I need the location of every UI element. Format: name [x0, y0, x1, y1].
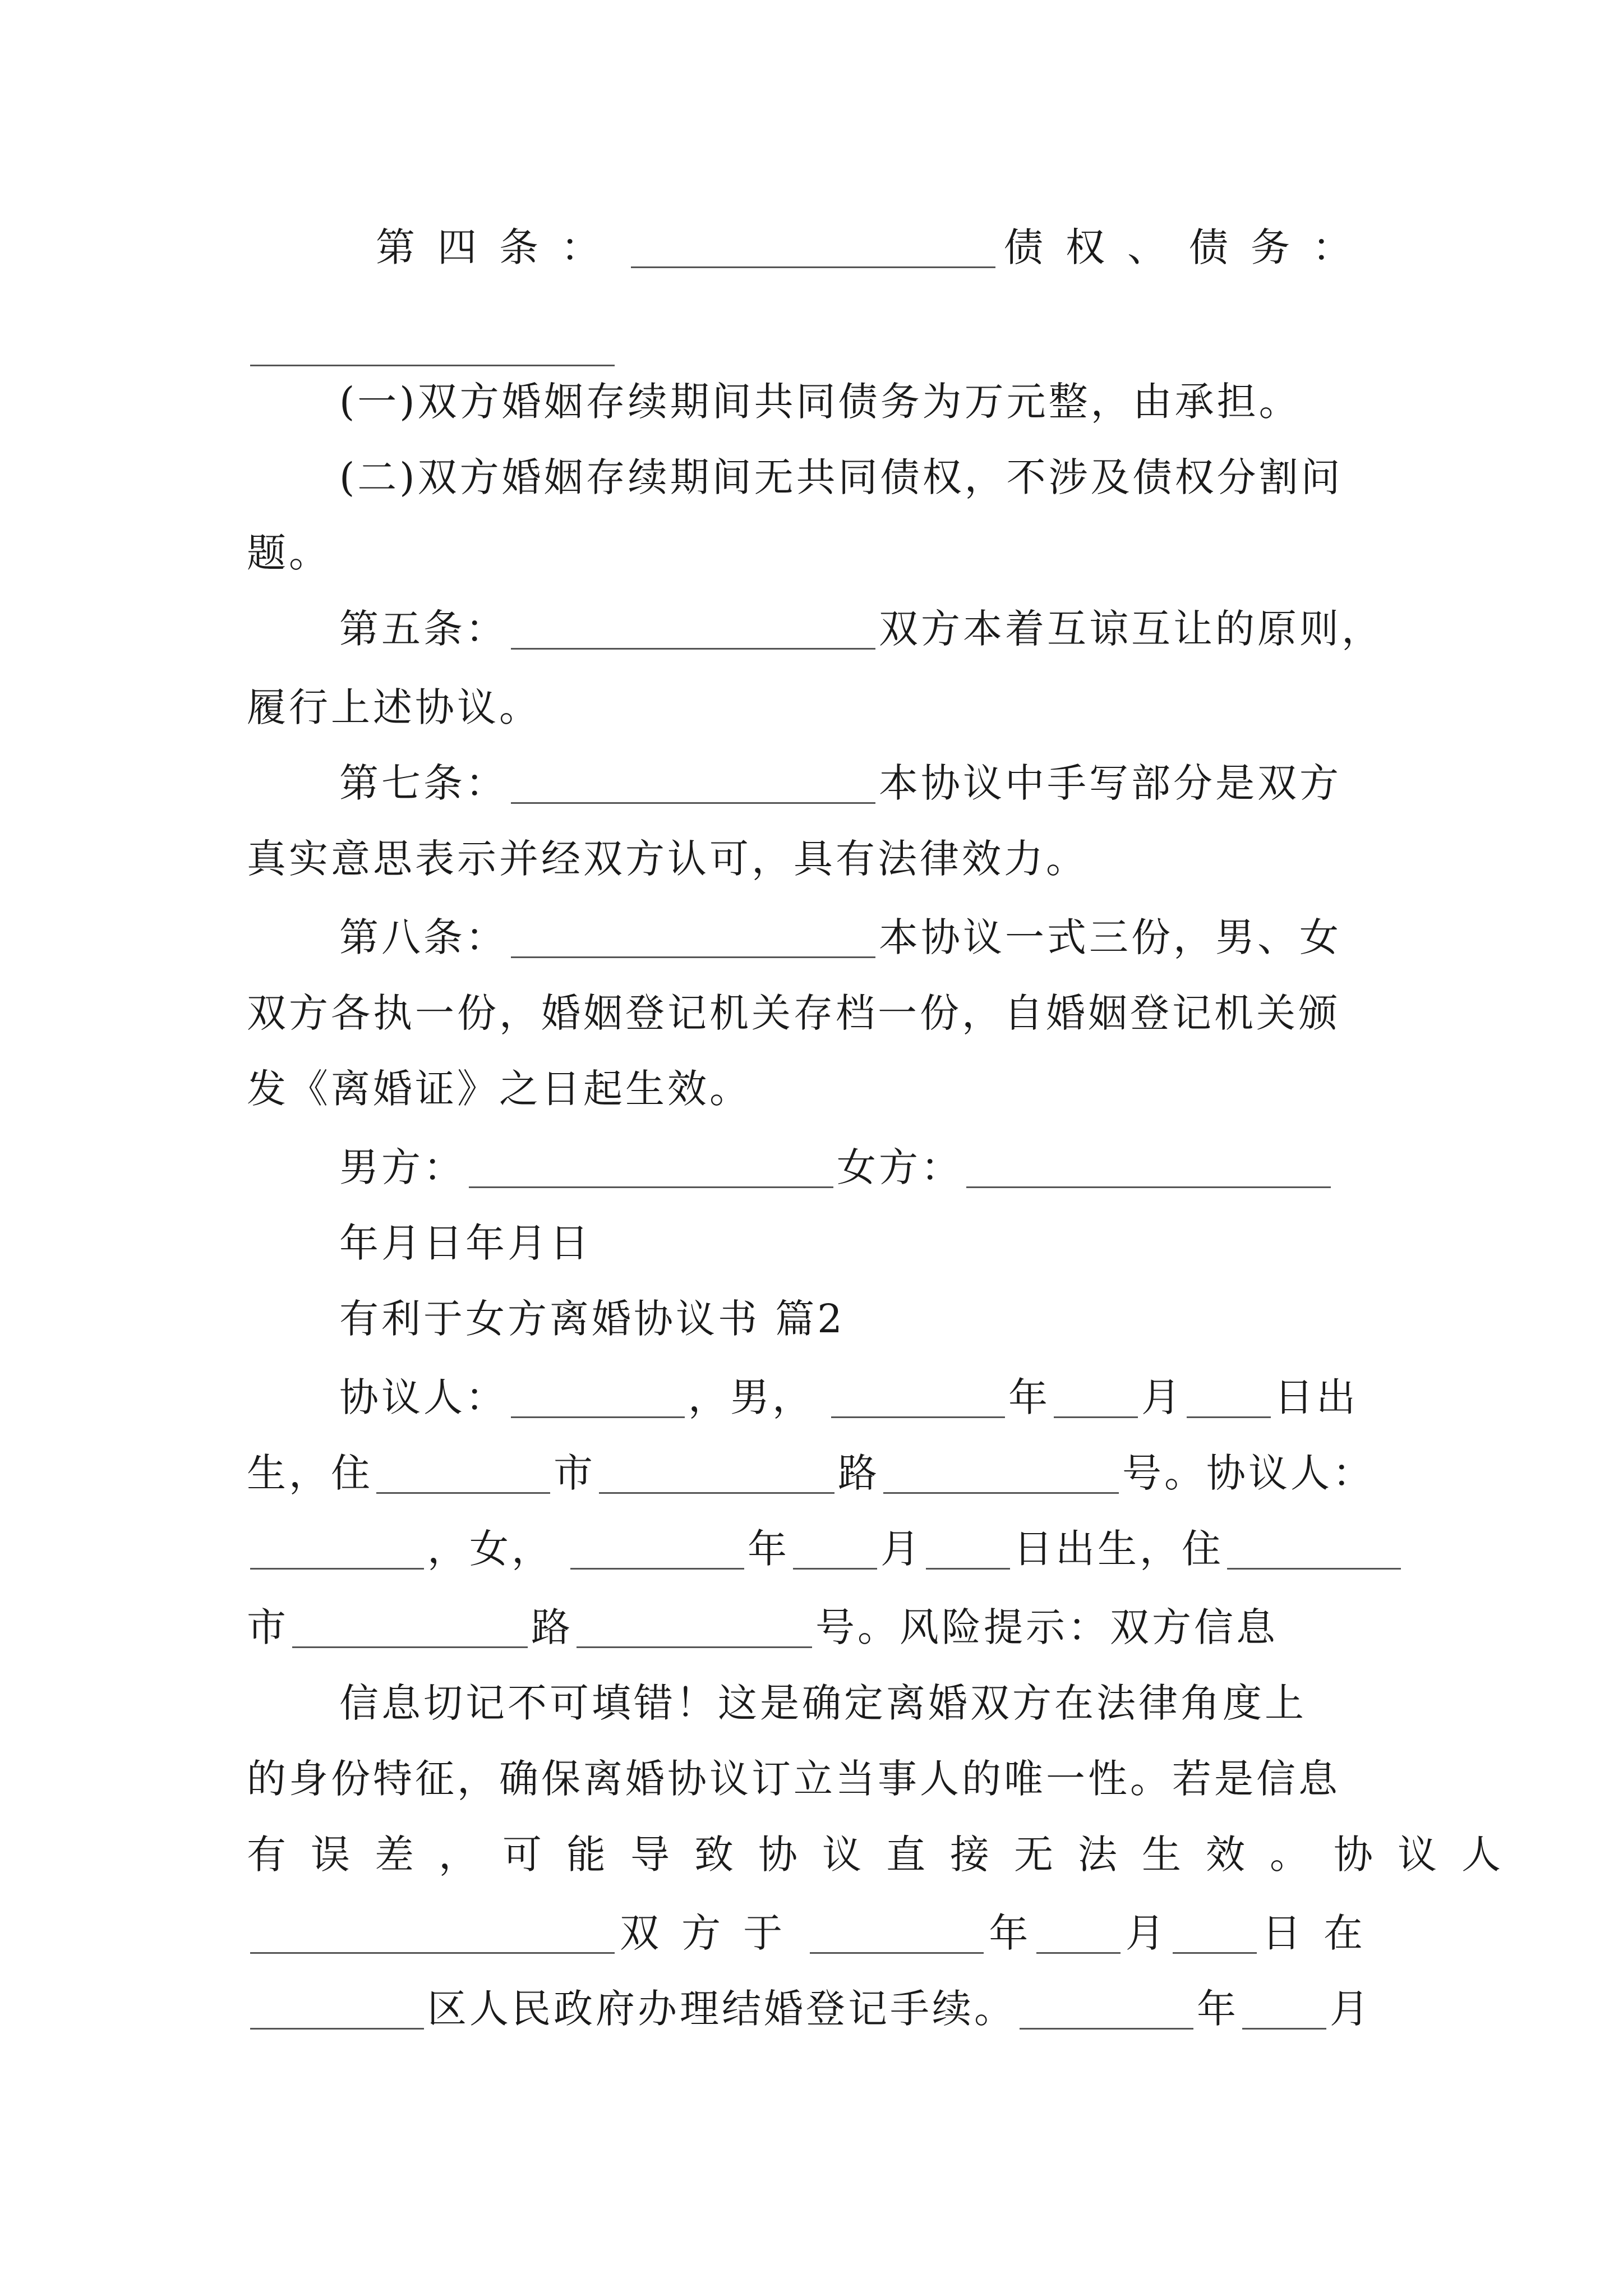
- party-2-line: [247, 1503, 1404, 1588]
- month-field[interactable]: [793, 1563, 877, 1570]
- article-5-text: 双方本着互谅互让的原则，: [879, 605, 1384, 652]
- party-1-address-line: [247, 1428, 1375, 1512]
- year-field[interactable]: [831, 1412, 1005, 1418]
- month-field[interactable]: [1036, 1948, 1121, 1954]
- female-party-label: 女方：: [837, 1144, 963, 1190]
- debt-clause-2-cont: 题。: [247, 530, 331, 576]
- birth-residence-label: 日出生，住: [1013, 1525, 1224, 1572]
- info-warning-3: 有误差，可能导致协议直接无法生效。协议人: [247, 1831, 1525, 1878]
- section-heading: [339, 1273, 845, 1358]
- article-7-text: 本协议中手写部分是双方: [879, 760, 1341, 806]
- blank-field[interactable]: [511, 798, 875, 804]
- female-signature-field[interactable]: [966, 1182, 1331, 1188]
- male-party-label: 男方：: [339, 1144, 465, 1190]
- article-8-text: 本协议一式三份，男、女: [879, 914, 1341, 960]
- day-field[interactable]: [926, 1563, 1010, 1570]
- year-label: 年: [1197, 1985, 1239, 2032]
- signature-line: [339, 1122, 1334, 1206]
- info-warning-2: 的身份特征，确保离婚协议订立当事人的唯一性。若是信息: [247, 1755, 1340, 1802]
- party-label: 协议人：: [339, 1374, 508, 1420]
- month-label: 月: [1141, 1374, 1183, 1420]
- marriage-date-line: [247, 1888, 1385, 1972]
- party-1-line: [339, 1352, 1358, 1436]
- agreement-title-2: 有利于女方离婚协议书 篇2: [339, 1295, 845, 1342]
- number-field[interactable]: [883, 1488, 1119, 1494]
- year-label: 年: [1008, 1374, 1050, 1420]
- city-label: 市: [554, 1450, 596, 1496]
- article-8-line: [339, 892, 1341, 976]
- month-label: 月: [1125, 1910, 1168, 1956]
- residence-field[interactable]: [1227, 1563, 1401, 1570]
- article-5-label: 第五条：: [339, 605, 508, 652]
- gender-male: ，男，: [688, 1374, 814, 1420]
- party-2-address-line: [247, 1582, 1278, 1666]
- article-4-label: 第四条：: [376, 224, 623, 270]
- signature-dates: 年月日年月日: [339, 1220, 592, 1266]
- road-label: 路: [531, 1604, 573, 1650]
- day-at-label: 日在: [1261, 1910, 1385, 1956]
- registration-text: 区人民政府办理结婚登记手续。: [427, 1985, 1016, 2032]
- article-8-cont-2: 发《离婚证》之日起生效。: [247, 1065, 751, 1112]
- month-label: 月: [880, 1525, 923, 1572]
- month-field[interactable]: [1242, 2023, 1326, 2030]
- paragraph-line: [247, 508, 331, 592]
- article-4-line: [376, 202, 1374, 286]
- article-5-line: [339, 583, 1384, 668]
- month-label: 月: [1330, 1985, 1372, 2032]
- road-field[interactable]: [599, 1488, 834, 1494]
- number-label: 号。协议人：: [1122, 1450, 1375, 1496]
- paragraph-line: [247, 662, 541, 746]
- article-7-cont: 真实意思表示并经双方认可，具有法律效力。: [247, 835, 1088, 882]
- day-field[interactable]: [1173, 1948, 1257, 1954]
- gender-female: ，女，: [427, 1525, 554, 1572]
- day-label: 日出: [1274, 1374, 1358, 1420]
- date-line: [339, 1198, 592, 1282]
- paragraph-line: [339, 1658, 1307, 1742]
- district-field[interactable]: [250, 2023, 424, 2030]
- blank-field[interactable]: [511, 952, 875, 958]
- paragraph-line: [247, 1043, 751, 1128]
- paragraph-line: [339, 356, 1301, 440]
- male-signature-field[interactable]: [469, 1182, 833, 1188]
- paragraph-line: [247, 813, 1088, 898]
- year-field[interactable]: [810, 1948, 984, 1954]
- article-8-cont-1: 双方各执一份，婚姻登记机关存档一份，自婚姻登记机关颁: [247, 990, 1340, 1036]
- parties-field[interactable]: [250, 1948, 615, 1954]
- blank-field[interactable]: [511, 643, 875, 650]
- article-4-title: 债权、债务：: [1004, 224, 1374, 270]
- birth-residence-label: 生，住: [247, 1450, 373, 1496]
- both-parties-label: 双方于: [620, 1910, 805, 1956]
- paragraph-line: [247, 1809, 1525, 1893]
- article-8-label: 第八条：: [339, 914, 508, 960]
- year-field[interactable]: [1020, 2023, 1193, 2030]
- city-field[interactable]: [376, 1488, 550, 1494]
- year-label: 年: [748, 1525, 790, 1572]
- road-field[interactable]: [292, 1642, 528, 1648]
- name-field[interactable]: [250, 1563, 424, 1570]
- day-field[interactable]: [1187, 1412, 1271, 1418]
- blank-field[interactable]: [631, 262, 995, 268]
- number-field[interactable]: [577, 1642, 812, 1648]
- road-label: 路: [838, 1450, 880, 1496]
- month-field[interactable]: [1054, 1412, 1138, 1418]
- year-field[interactable]: [570, 1563, 744, 1570]
- info-warning-1: 信息切记不可填错！这是确定离婚双方在法律角度上: [339, 1680, 1307, 1726]
- article-5-cont: 履行上述协议。: [247, 684, 541, 730]
- paragraph-line: [339, 432, 1343, 516]
- city-label: 市: [247, 1604, 289, 1650]
- article-7-line: [339, 738, 1341, 822]
- debt-clause-2: (二)双方婚姻存续期间无共同债权，不涉及债权分割问: [339, 454, 1343, 500]
- paragraph-line: [247, 1733, 1340, 1818]
- year-label: 年: [989, 1910, 1031, 1956]
- risk-tip: 号。风险提示：双方信息: [815, 1604, 1278, 1650]
- registration-line: [247, 1963, 1372, 2047]
- name-field[interactable]: [511, 1412, 685, 1418]
- paragraph-line: [247, 968, 1340, 1052]
- debt-clause-1: (一)双方婚姻存续期间共同债务为万元整，由承担。: [339, 378, 1301, 425]
- article-7-label: 第七条：: [339, 760, 508, 806]
